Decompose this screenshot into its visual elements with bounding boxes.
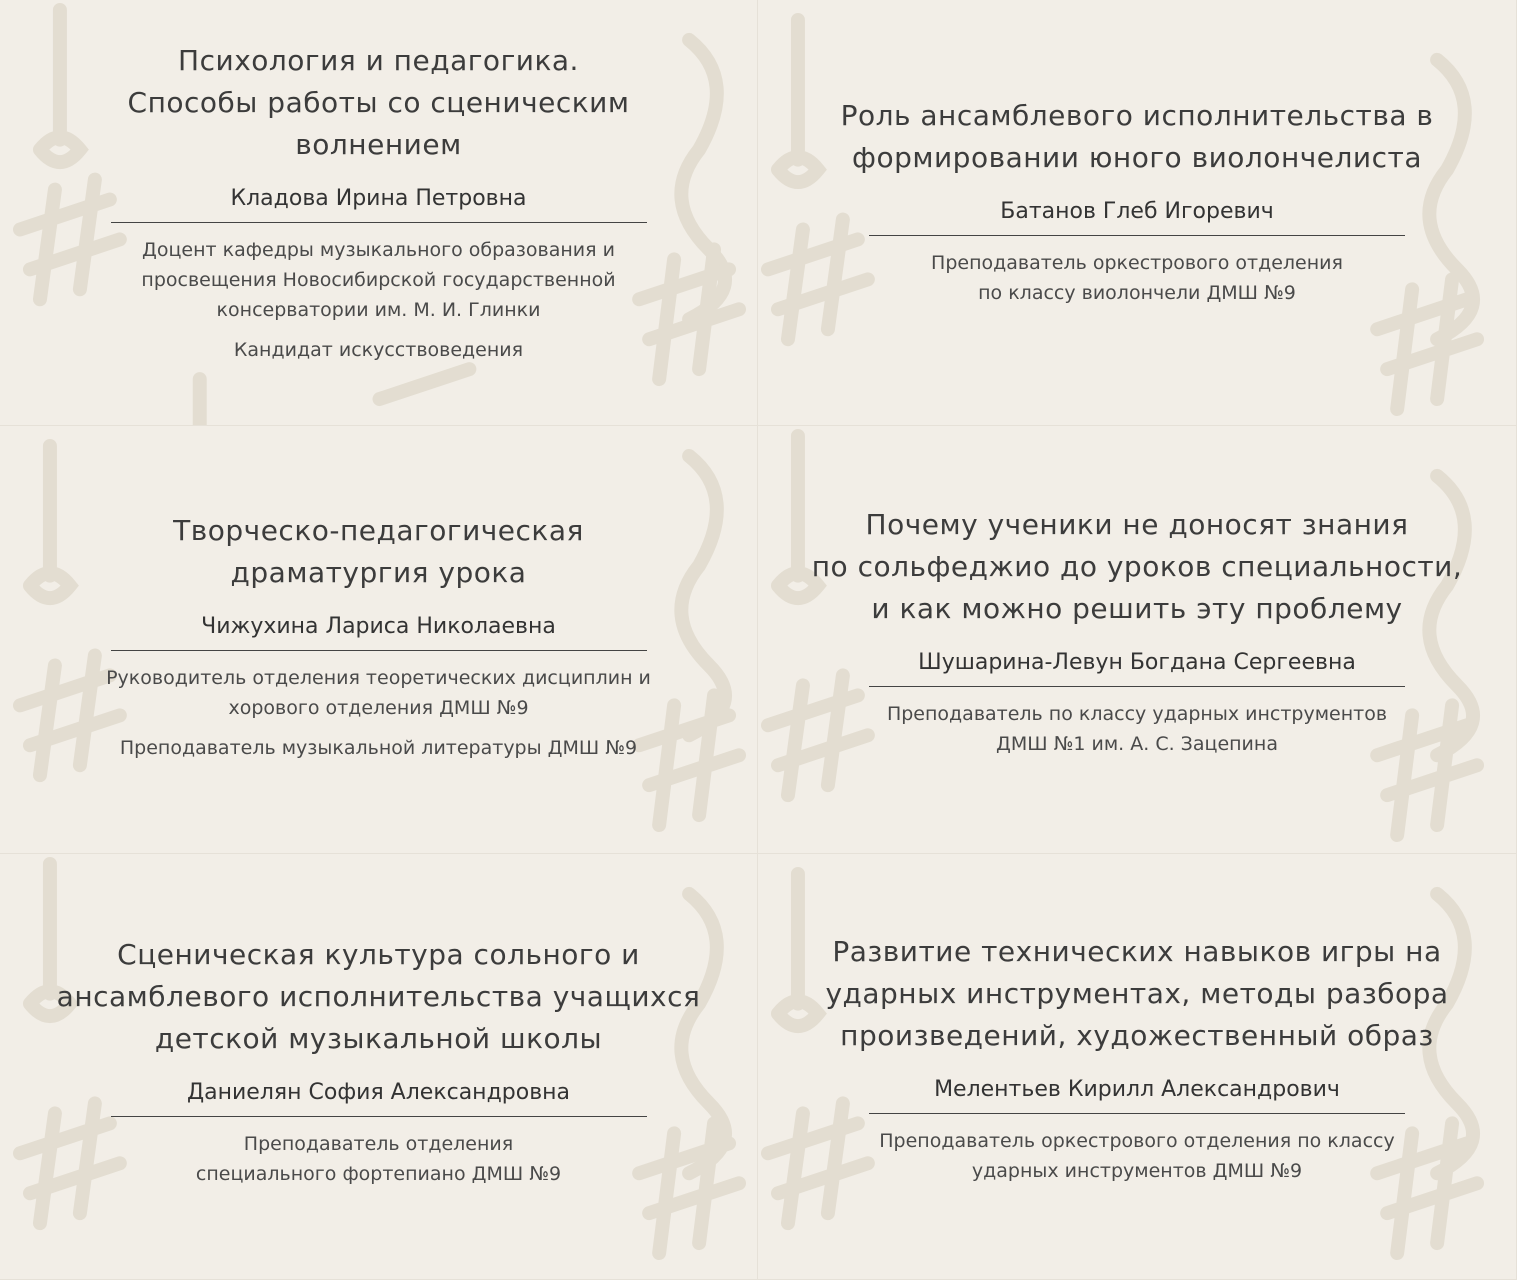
speaker-card-6 — [758, 854, 1517, 1280]
talk-title: Сценическая культура сольного и ансамблевого исполнительства учащихся детской музыкальной школы — [56, 938, 701, 1055]
speaker-position: Руководитель отделения теоретических дисциплин и хорового отделения ДМШ №9 — [106, 667, 651, 719]
speaker-degree: Кандидат искусствоведения — [233, 339, 524, 361]
divider-line — [869, 686, 1405, 687]
speaker-position-2: Преподаватель музыкальной литературы ДМШ №9 — [119, 737, 638, 759]
divider-line — [869, 235, 1405, 236]
divider-line — [111, 650, 647, 651]
speaker-name: Мелентьев Кирилл Александрович — [934, 1077, 1340, 1102]
speaker-name: Шушарина-Левун Богдана Сергеевна — [918, 650, 1356, 675]
speaker-position: Доцент кафедры музыкального образования и просвещения Новосибирской государственной консерватории им. М. И. Глинки — [141, 239, 616, 321]
speaker-name: Кладова Ирина Петровна — [230, 186, 527, 211]
talk-title: Развитие технических навыков игры на ударных инструментах, методы разбора произведений, художественный образ — [825, 935, 1449, 1052]
speaker-position: Преподаватель оркестрового отделения по классу виолончели ДМШ №9 — [931, 252, 1343, 304]
divider-line — [869, 1113, 1405, 1114]
speaker-card-3 — [0, 426, 758, 854]
speaker-card-2 — [758, 0, 1517, 426]
speaker-name: Чижухина Лариса Николаевна — [201, 614, 556, 639]
talk-title: Роль ансамблевого исполнительства в формировании юного виолончелиста — [840, 99, 1434, 174]
divider-line — [111, 222, 647, 223]
speaker-position: Преподаватель по классу ударных инструментов ДМШ №1 им. А. С. Зацепина — [886, 703, 1388, 755]
speaker-name: Батанов Глеб Игоревич — [1000, 199, 1274, 224]
talk-title: Творческо-педагогическая драматургия урока — [173, 514, 584, 589]
speaker-name: Даниелян София Александровна — [186, 1080, 571, 1105]
speaker-position: Преподаватель отделения специального фортепиано ДМШ №9 — [195, 1133, 562, 1185]
speaker-card-1 — [0, 0, 758, 426]
speaker-position: Преподаватель оркестрового отделения по классу ударных инструментов ДМШ №9 — [879, 1130, 1395, 1182]
talk-title: Психология и педагогика. Способы работы со сценическим волнением — [127, 44, 630, 161]
divider-line — [111, 1116, 647, 1117]
talk-title: Почему ученики не доносят знания по сольфеджио до уроков специальности, и как можно решить эту проблему — [811, 508, 1463, 625]
speaker-card-4 — [758, 426, 1517, 854]
speaker-card-5 — [0, 854, 758, 1280]
